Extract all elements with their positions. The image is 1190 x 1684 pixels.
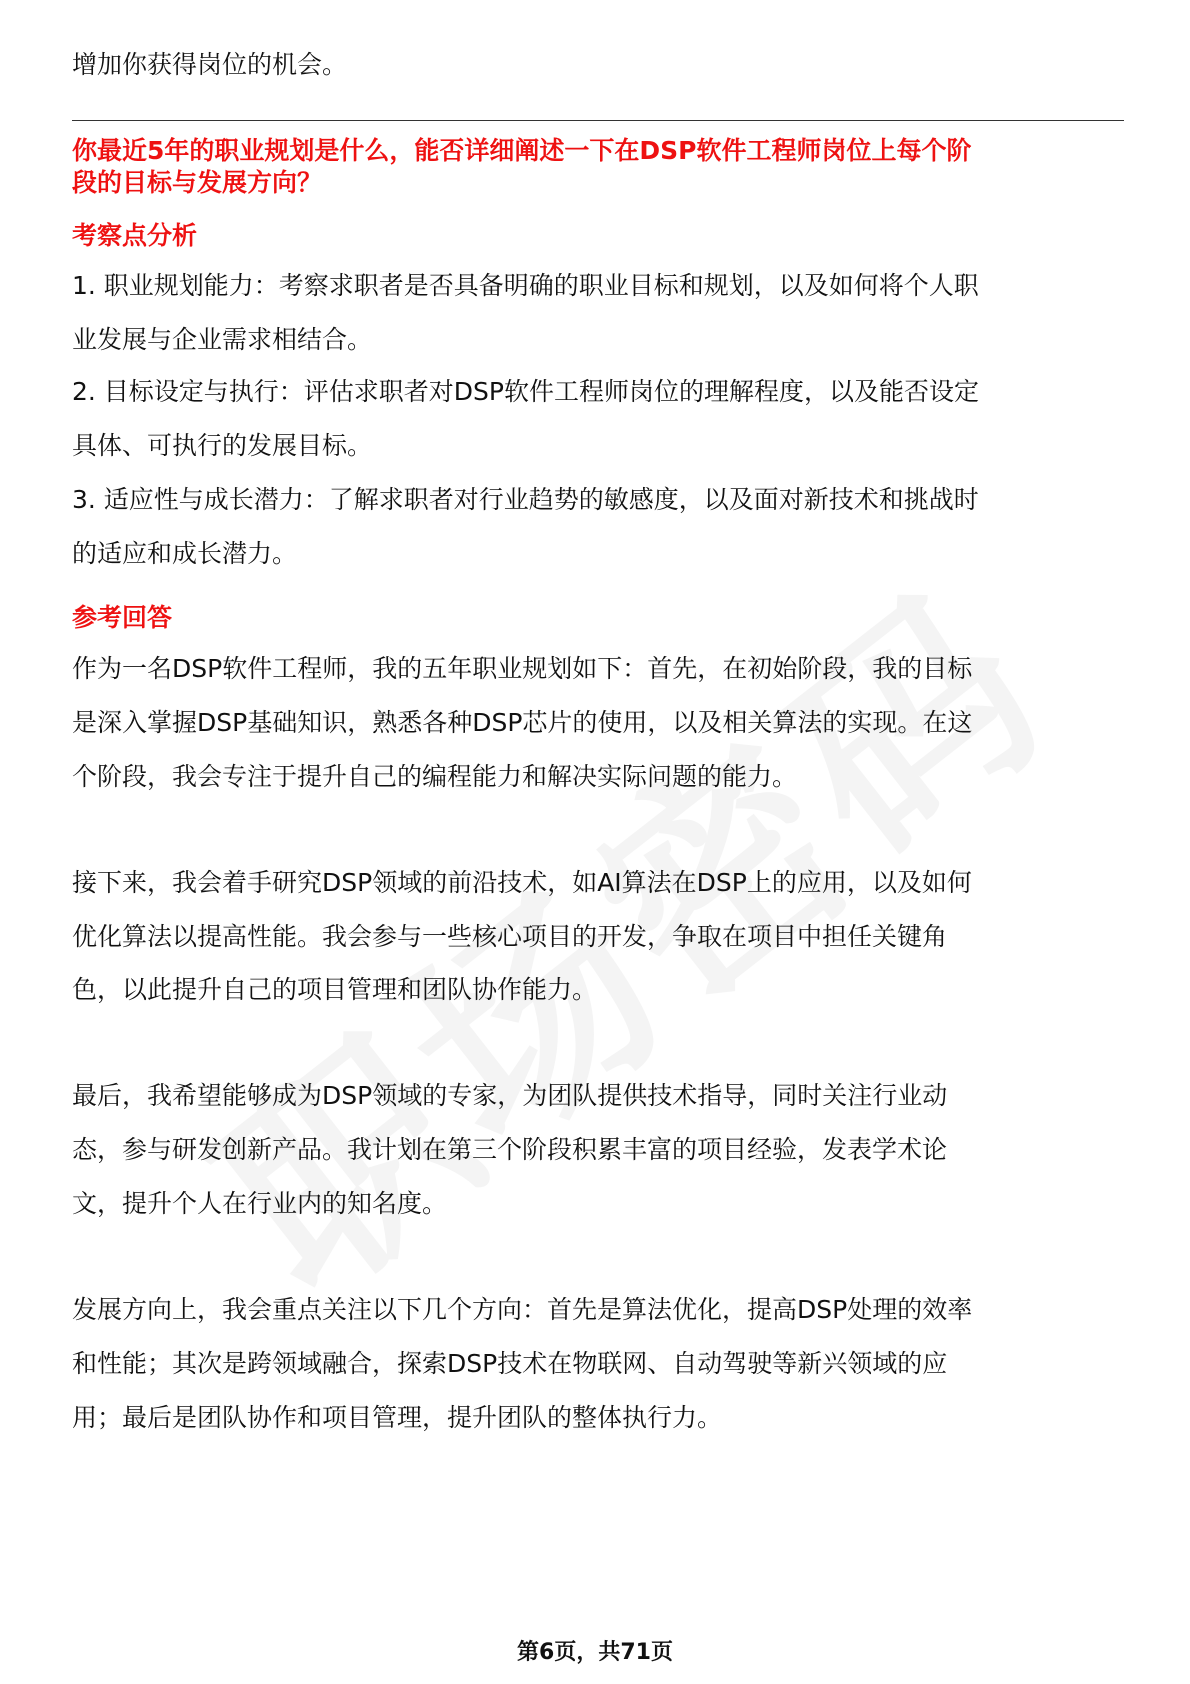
answer-p1-line: 作为一名DSP软件工程师，我的五年职业规划如下：首先，在初始阶段，我的目标 — [72, 654, 973, 683]
answer-p2-line: 接下来，我会着手研究DSP领域的前沿技术，如AI算法在DSP上的应用，以及如何 — [72, 868, 972, 897]
answer-p4-line: 和性能；其次是跨领域融合，探索DSP技术在物联网、自动驾驶等新兴领域的应 — [72, 1349, 948, 1378]
analysis-line: 具体、可执行的发展目标。 — [72, 431, 373, 460]
answer-p2-line: 色，以此提升自己的项目管理和团队协作能力。 — [72, 975, 598, 1004]
question-line-1: 你最近5年的职业规划是什么，能否详细阐述一下在DSP软件工程师岗位上每个阶 — [72, 136, 972, 165]
answer-heading: 参考回答 — [72, 603, 173, 632]
analysis-line: 的适应和成长潜力。 — [72, 539, 298, 568]
page-footer: 第6页，共71页 — [517, 1640, 673, 1665]
analysis-line: 1. 职业规划能力：考察求职者是否具备明确的职业目标和规划，以及如何将个人职 — [72, 271, 979, 300]
answer-p4-line: 发展方向上，我会重点关注以下几个方向：首先是算法优化，提高DSP处理的效率 — [72, 1295, 973, 1324]
answer-p3-line: 文，提升个人在行业内的知名度。 — [72, 1189, 448, 1218]
answer-p4-line: 用；最后是团队协作和项目管理，提升团队的整体执行力。 — [72, 1403, 723, 1432]
question-line-2: 段的目标与发展方向？ — [72, 168, 323, 197]
analysis-line: 3. 适应性与成长潜力：了解求职者对行业趋势的敏感度，以及面对新技术和挑战时 — [72, 485, 979, 514]
answer-p1-line: 是深入掌握DSP基础知识，熟悉各种DSP芯片的使用，以及相关算法的实现。在这 — [72, 708, 973, 737]
analysis-line: 2. 目标设定与执行：评估求职者对DSP软件工程师岗位的理解程度，以及能否设定 — [72, 377, 979, 406]
intro-tail-text: 增加你获得岗位的机会。 — [72, 50, 348, 79]
section-divider — [72, 120, 1124, 121]
analysis-heading: 考察点分析 — [72, 221, 198, 250]
answer-p3-line: 态，参与研发创新产品。我计划在第三个阶段积累丰富的项目经验，发表学术论 — [72, 1135, 948, 1164]
answer-p2-line: 优化算法以提高性能。我会参与一些核心项目的开发，争取在项目中担任关键角 — [72, 922, 948, 951]
analysis-line: 业发展与企业需求相结合。 — [72, 325, 373, 354]
answer-p3-line: 最后，我希望能够成为DSP领域的专家，为团队提供技术指导，同时关注行业动 — [72, 1081, 948, 1110]
answer-p1-line: 个阶段，我会专注于提升自己的编程能力和解决实际问题的能力。 — [72, 762, 798, 791]
